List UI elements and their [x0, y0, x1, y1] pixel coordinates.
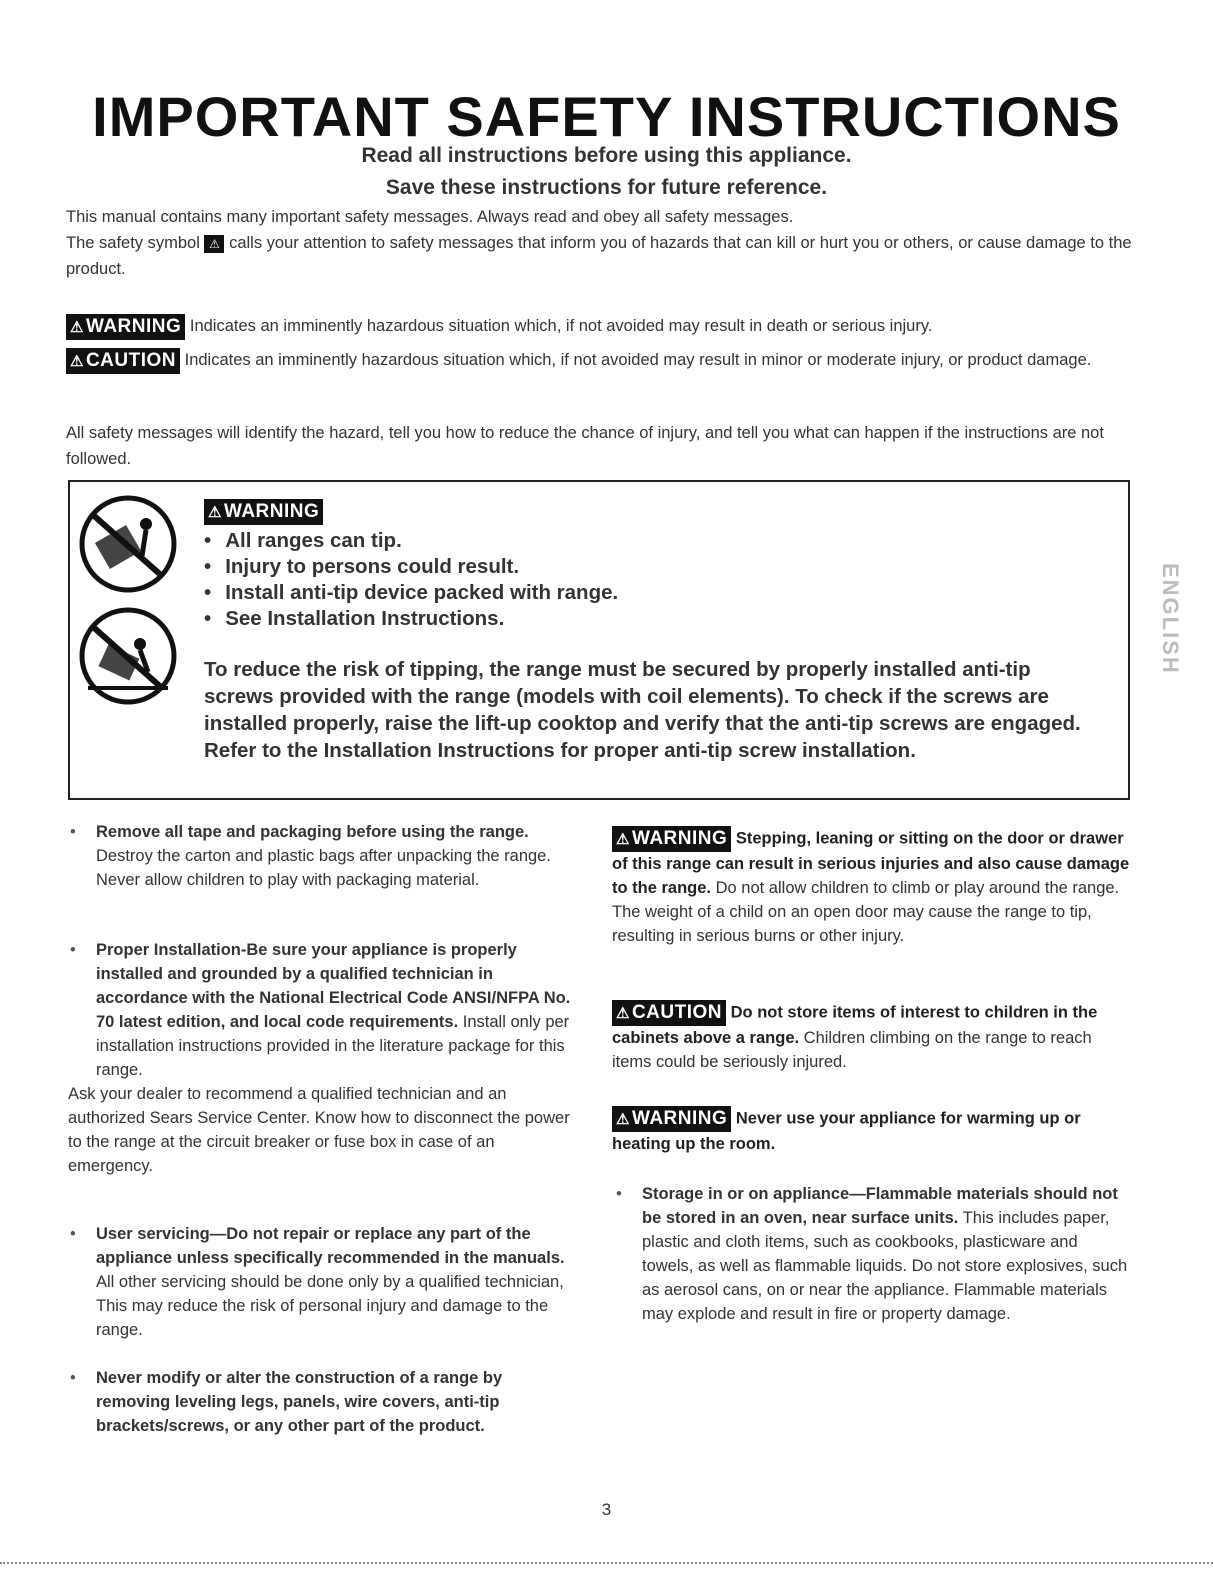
- caution-definition: [66, 347, 1156, 374]
- list-item: [96, 1366, 571, 1438]
- warning-badge-label: WARNING: [223, 501, 320, 522]
- warning-definition: [66, 313, 1156, 340]
- bullet-bold: Storage in or on appliance—Flammable materials should not be stored in an oven, near surface units.: [642, 1185, 1118, 1227]
- symbol-text-post: calls your attention to safety messages that inform you of hazards that can kill or hurt you or others, or cause damage to the product.: [66, 234, 1132, 278]
- list-item: [642, 1182, 1130, 1326]
- warning-heating-paragraph: [612, 1106, 1130, 1156]
- caution-badge-label: CAUTION: [631, 1002, 723, 1023]
- list-item: [96, 1222, 571, 1342]
- page-title: IMPORTANT SAFETY INSTRUCTIONS: [92, 85, 1121, 148]
- warning-definition-text: Indicates an imminently hazardous situation which, if not avoided may result in death or serious injury.: [189, 317, 933, 335]
- warning-triangle-icon: ⚠: [208, 504, 222, 521]
- list-item: [96, 938, 571, 1082]
- list-item: • Injury to persons could result.: [204, 554, 618, 580]
- warning-badge: [612, 826, 731, 852]
- warning-heating-bold: Never use your appliance for warming up or heating up the room.: [612, 1109, 1081, 1153]
- warning-triangle-icon: ⚠: [616, 1111, 630, 1128]
- warning-door-text: Do not allow children to climb or play around the range. The weight of a child on an open door may cause the range to tip, resulting in serious burns or other injury.: [612, 879, 1120, 945]
- dealer-paragraph: Ask your dealer to recommend a qualified technician and an authorized Sears Service Center. Know how to disconnect the power to the range at the circuit breaker or fuse box in case of an emergency.: [68, 1085, 570, 1175]
- anti-tip-note-rest: screws provided with the range (models with coil elements). To check if the screws are installed properly, raise the lift-up cooktop and verify that the anti-tip screws are engaged. Refer to the Installation Instructions for proper anti-tip screw installation.: [204, 685, 1081, 762]
- warning-badge: [66, 314, 185, 340]
- warning-badge: [204, 499, 323, 525]
- symbol-paragraph: [66, 230, 1156, 282]
- language-side-tab: ENGLISH: [1158, 563, 1183, 675]
- page-number: 3: [601, 1500, 612, 1519]
- range-tipping-icon: [78, 494, 178, 594]
- list-item: • See Installation Instructions.: [204, 606, 618, 632]
- caution-cabinets-text: Children climbing on the range to reach items could be seriously injured.: [612, 1029, 1092, 1071]
- warning-triangle-icon: ⚠: [70, 352, 84, 370]
- caution-cabinets-paragraph: [612, 1000, 1130, 1074]
- caution-badge: [612, 1000, 726, 1026]
- caution-cabinets-bold: Do not store items of interest to children in the cabinets above a range.: [612, 1003, 1098, 1047]
- caution-badge: [66, 348, 180, 374]
- bullet-bold: Proper Installation-Be sure your appliance is properly installed and grounded by a qualified technician in accordance with the National Electrical Code ANSI/NFPA No. 70 latest edition, and local code requirements.: [96, 941, 571, 1031]
- warning-door-bold: Stepping, leaning or sitting on the door or drawer of this range can result in serious injuries and also cause damage to the range.: [612, 829, 1130, 897]
- warning-badge-label: WARNING: [631, 1108, 728, 1129]
- bullet-text: Install only per installation instructions provided in the literature package for this range.: [96, 1013, 570, 1079]
- caution-definition-text: Indicates an imminently hazardous situation which, if not avoided may result in minor or moderate injury, or product damage.: [184, 351, 1092, 369]
- bullet-text: Destroy the carton and plastic bags after unpacking the range. Never allow children to play with packaging material.: [96, 847, 551, 889]
- caution-badge-label: CAUTION: [85, 349, 177, 371]
- anti-tip-bullets: [204, 528, 618, 632]
- list-item: [96, 820, 571, 892]
- anti-tip-note-line1: To reduce the risk of tipping, the range must be secured by properly installed anti-tip: [204, 658, 1031, 681]
- anti-tip-note: [86, 656, 1116, 764]
- symbol-text-pre: The safety symbol: [66, 234, 200, 252]
- bullet-text: All other servicing should be done only by a qualified technician, This may reduce the risk of personal injury and damage to the range.: [96, 1273, 564, 1339]
- warning-triangle-icon: ⚠: [616, 1005, 630, 1022]
- warning-badge-label: WARNING: [85, 315, 182, 337]
- bullet-bold: Remove all tape and packaging before using the range.: [96, 823, 529, 841]
- list-item: • Install anti-tip device packed with range.: [204, 580, 618, 606]
- warning-badge: [612, 1106, 731, 1132]
- warning-door-paragraph: [612, 826, 1130, 948]
- intro-paragraph: This manual contains many important safety messages. Always read and obey all safety messages.: [66, 208, 794, 226]
- warning-triangle-icon: ⚠: [70, 318, 84, 336]
- subtitle-read: Read all instructions before using this appliance.: [361, 144, 852, 167]
- list-item: • All ranges can tip.: [204, 528, 618, 554]
- bullet-bold: Never modify or alter the construction of a range by removing leveling legs, panels, wire covers, anti-tip brackets/screws, or any other part of the product.: [96, 1369, 503, 1435]
- subtitle-save: Save these instructions for future reference.: [385, 176, 828, 199]
- bullet-text: This includes paper, plastic and cloth items, such as cookbooks, plasticware and towels, as well as flammable liquids. Do not store explosives, such as aerosol cans, on or near the appliance. Flammable materials may explode and result in fire or property damage.: [642, 1209, 1128, 1323]
- warning-triangle-icon: ⚠: [204, 235, 224, 253]
- all-messages-paragraph: All safety messages will identify the hazard, tell you how to reduce the chance of injury, and tell you what can happen if the instructions are not followed.: [66, 424, 1104, 468]
- warning-badge-label: WARNING: [631, 828, 728, 849]
- warning-triangle-icon: ⚠: [616, 831, 630, 848]
- bullet-bold: User servicing—Do not repair or replace any part of the appliance unless specifically recommended in the manuals.: [96, 1225, 565, 1267]
- bottom-divider: [0, 1562, 1213, 1564]
